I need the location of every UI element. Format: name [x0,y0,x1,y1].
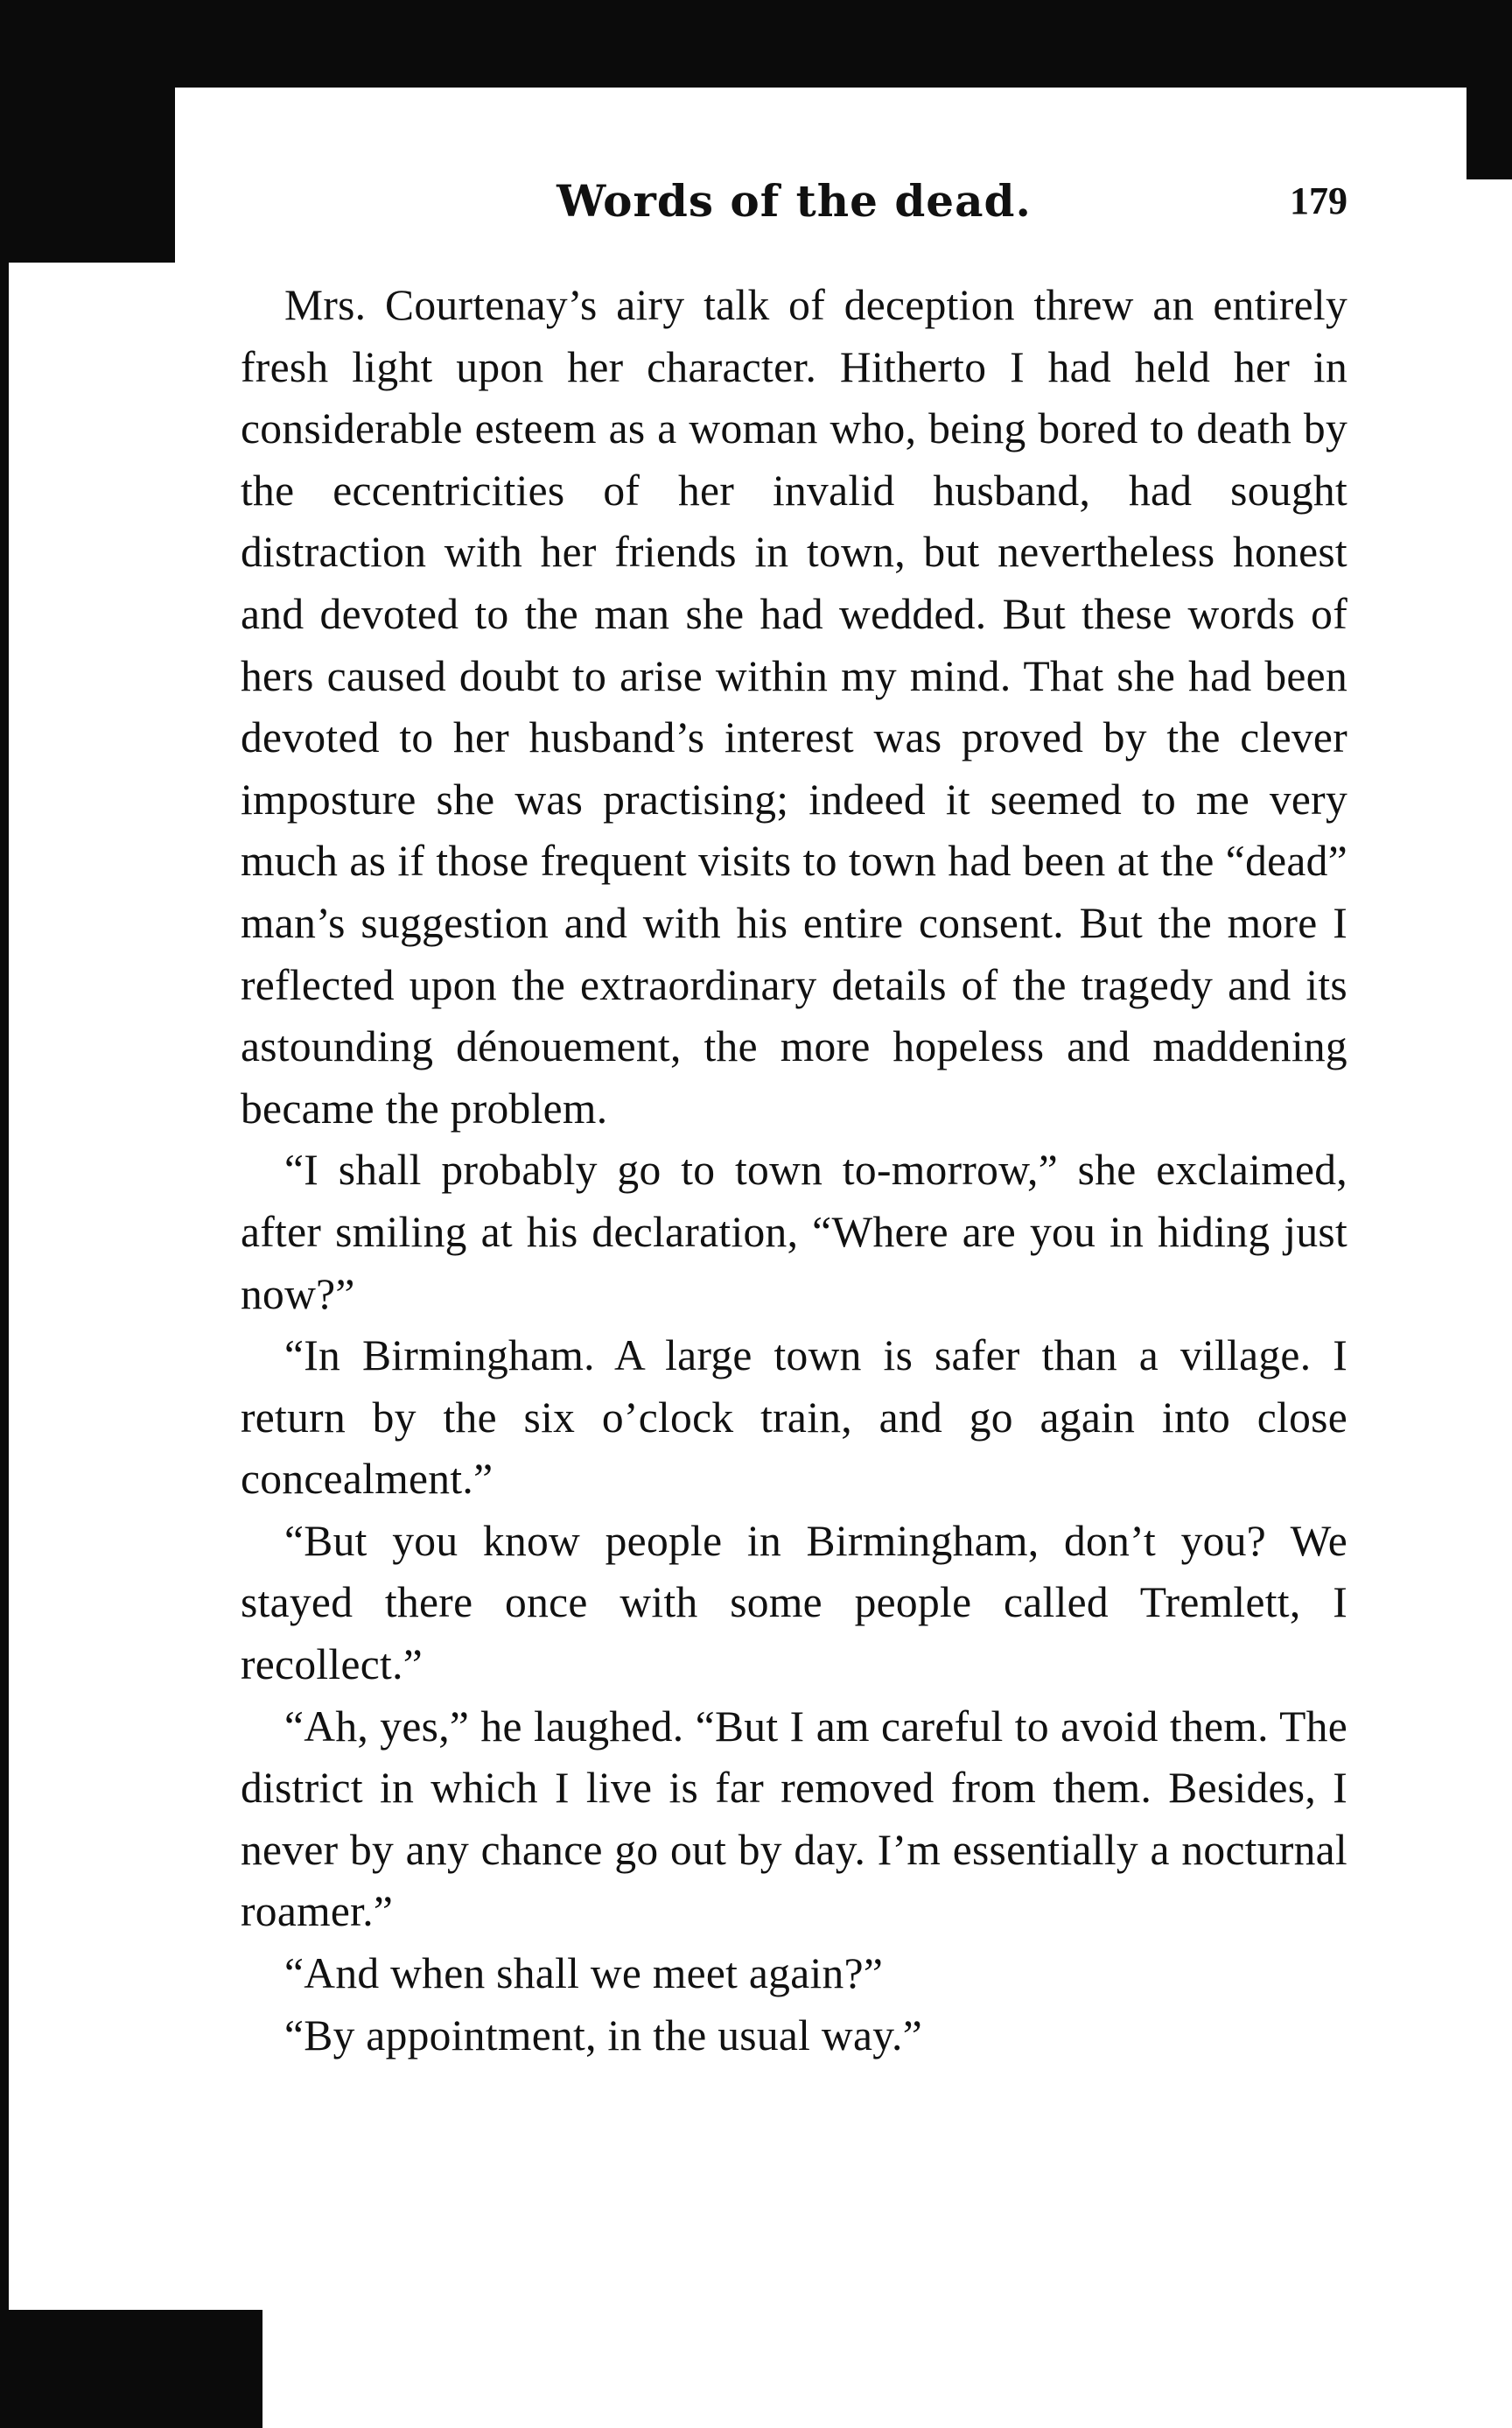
paragraph: “Ah, yes,” he laughed. “But I am careful to avoid them. The district in which I live is far removed from them. Besides, I never by any chance go out by day. I’m essentially a nocturnal roamer.” [241,1702,1348,1936]
running-head-title: Words of the dead. [556,175,1032,227]
scan-border-left-strip [0,263,9,2311]
scan-border-bottom-left [0,2310,262,2428]
paragraph: “And when shall we meet again?” [284,1949,884,1998]
running-head [241,175,1348,254]
paragraph: Mrs. Courtenay’s airy talk of deception threw an entirely fresh light upon her character. Hitherto I had held her in considerable esteem as a woman who, being bored to death by the eccentricities of her invalid husband, had sought distraction with her friends in town, but nevertheless honest and devoted to the man she had wedded. But these words of hers caused doubt to arise within my mind. That she had been devoted to her husband’s interest was proved by the clever imposture she was practising; indeed it seemed to me very much as if those frequent visits to town had been at the “dead” man’s suggestion and with his entire consent. But the more I reflected upon the extraordinary details of the tragedy and its astounding dénouement, the more hopeless and maddening became the problem. [241,281,1348,1133]
scan-border-right [1466,0,1512,179]
paragraph: “By appointment, in the usual way.” [284,2010,922,2060]
paragraph: “I shall probably go to town to-morrow,” she exclaimed, after smiling at his declaration, “Where are you in hiding just now?” [241,1146,1348,1318]
scan-border-left [0,0,175,263]
paragraph: “But you know people in Birmingham, don’t you? We stayed there once with some people called Tremlett, I recollect.” [241,1516,1348,1689]
book-page [241,175,1348,2067]
scan-border-top [0,0,1512,88]
paragraph: “In Birmingham. A large town is safer than a village. I return by the six o’clock train, and go again into close concealment.” [241,1331,1348,1504]
page-number: 179 [1290,179,1348,222]
body-text [241,275,1348,2067]
